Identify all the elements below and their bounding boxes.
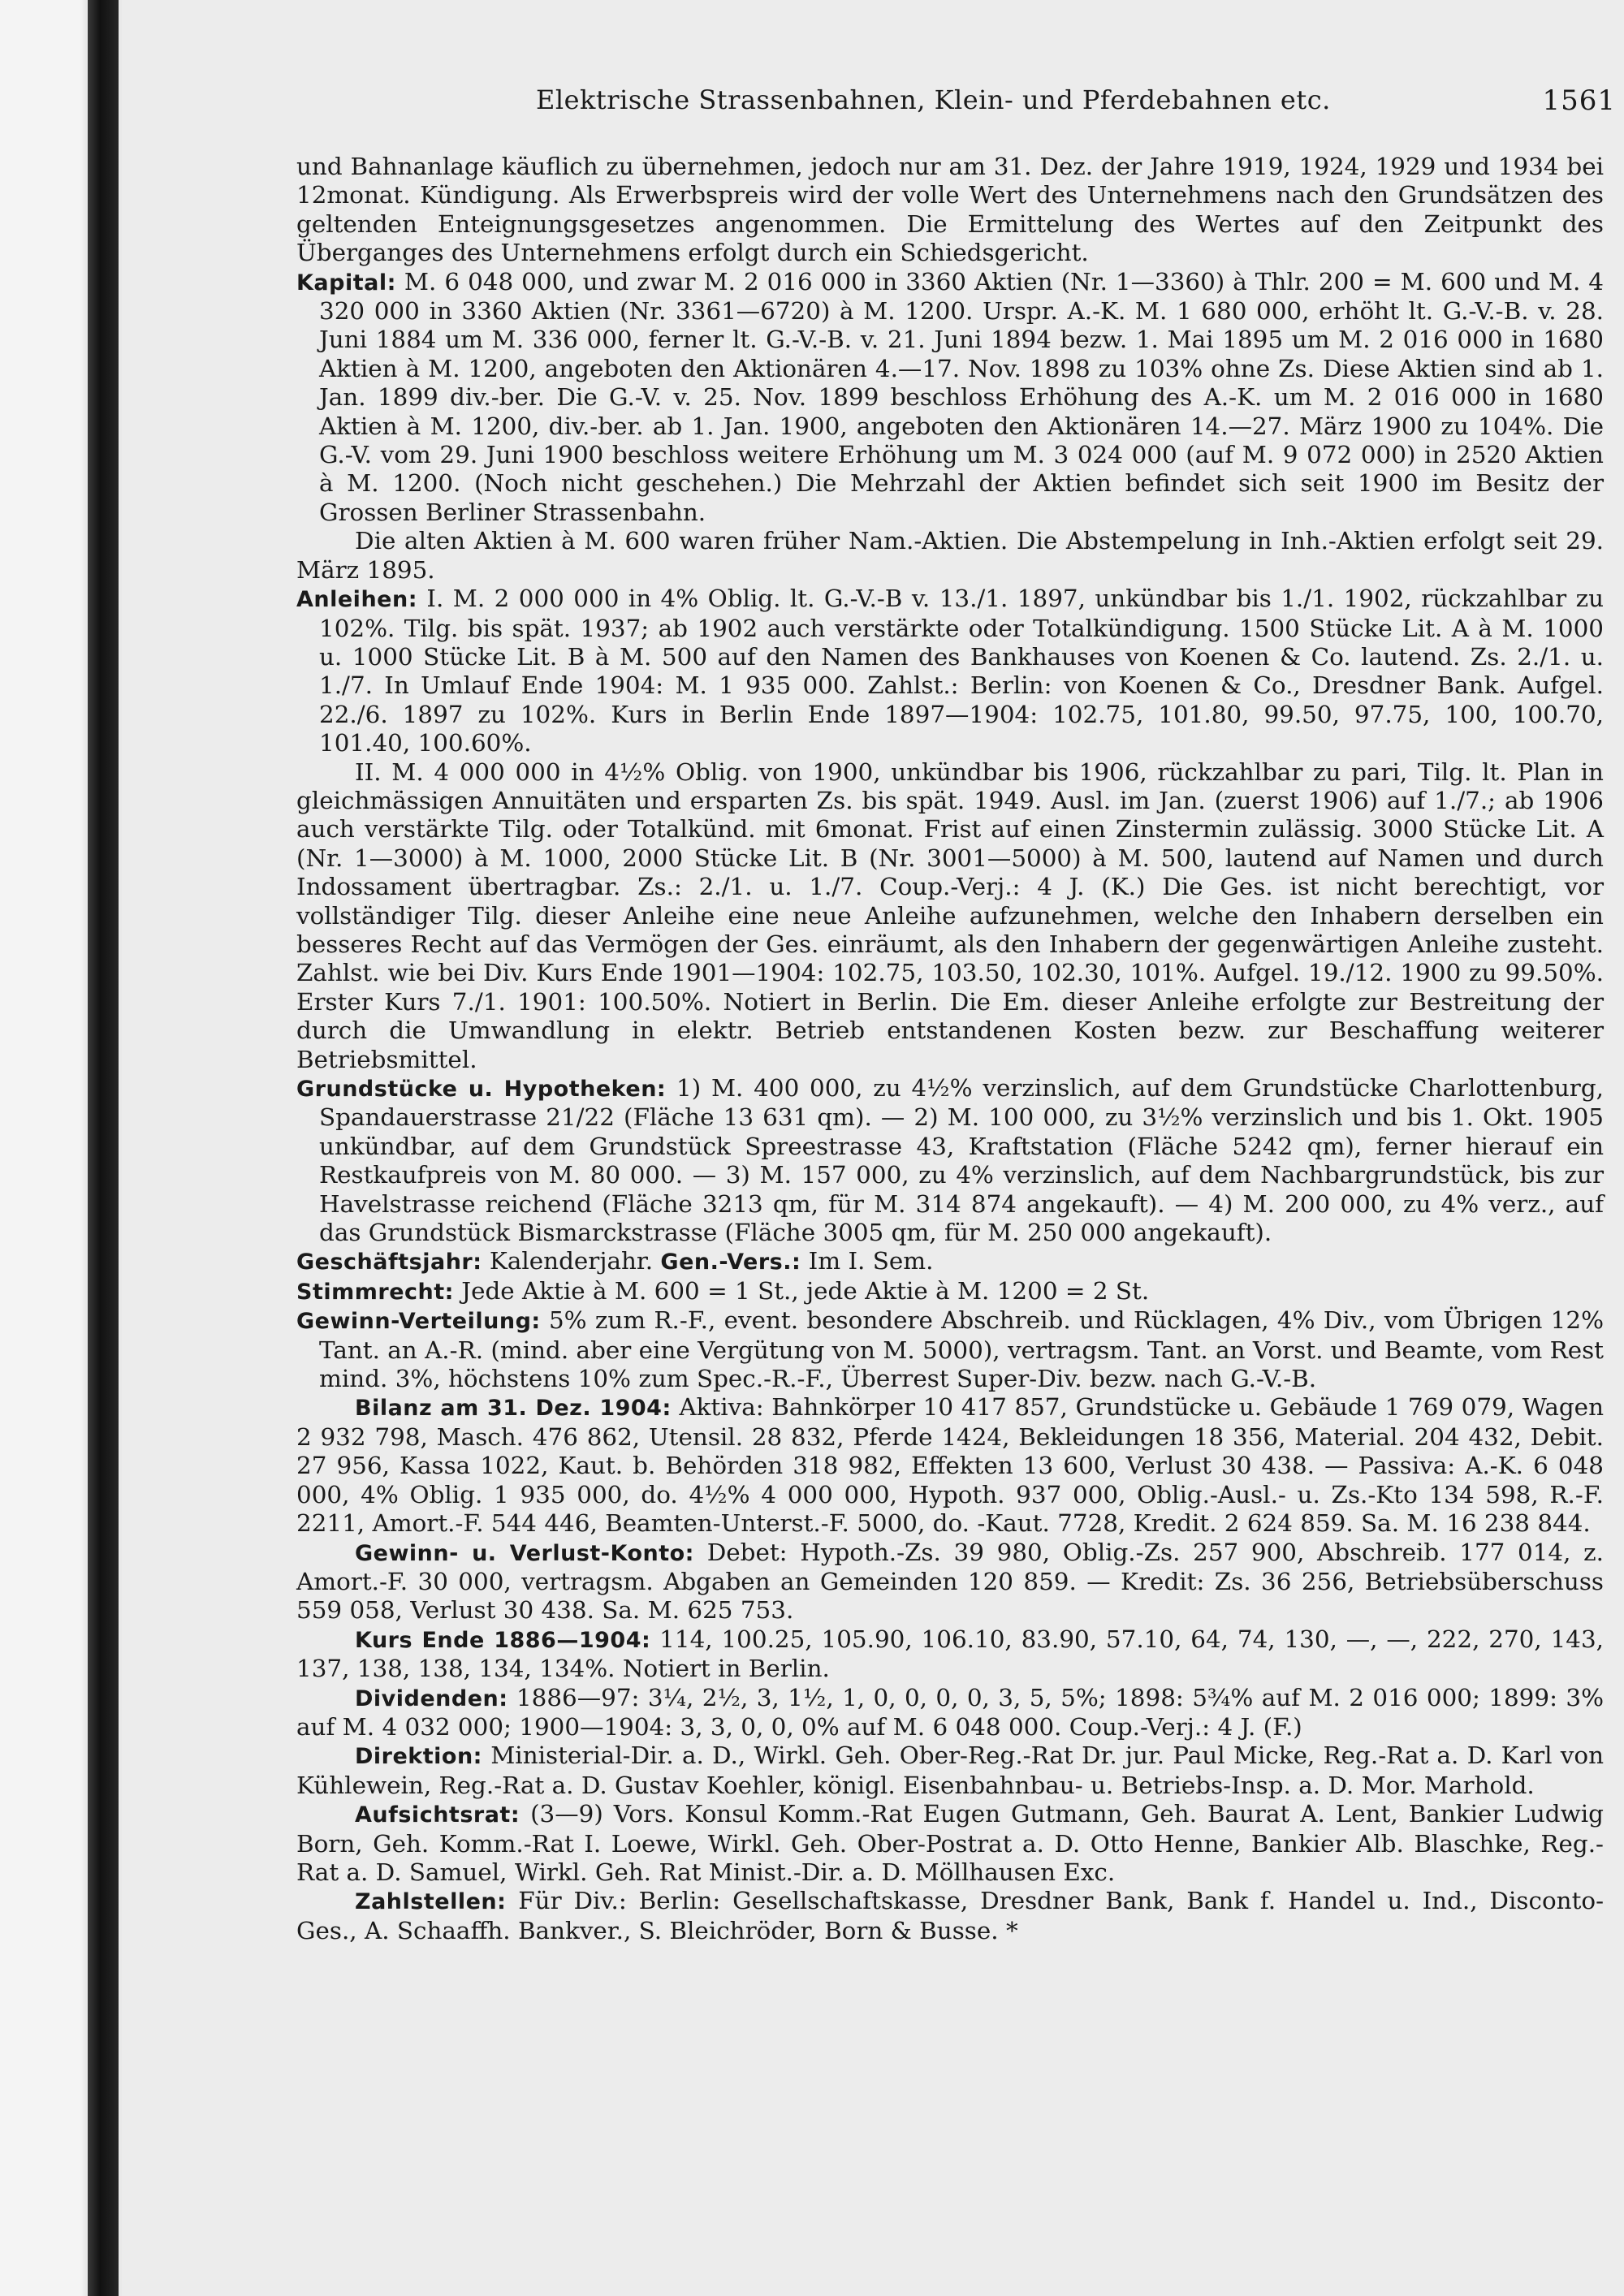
paragraph-text: 5% zum R.-F., event. besondere Abschreib. und Rücklagen, 4% Div., vom Übrigen 12% Tant. an A.-R. (mind. aber eine Vergütung von M. 5000), vertragsm. Tant. an Vorst. und Beamte, vom Rest mind. 3%, höchstens 10% zum Spec.-R.-F., Überrest Super-Div. bezw. nach G.-V.-B. xyxy=(319,1306,1605,1393)
article-body xyxy=(296,153,1604,1945)
section-bilanz xyxy=(296,1393,1604,1538)
paragraph-text: (3—9) Vors. Konsul Komm.-Rat Eugen Gutmann, Geh. Baurat A. Lent, Bankier Ludwig Born, Geh. Komm.-Rat I. Loewe, Wirkl. Geh. Ober-Postrat a. D. Otto Henne, Bankier Alb. Blaschke, Reg.-Rat a. D. Samuel, Wirkl. Geh. Rat Minist.-Dir. a. D. Möllhausen Exc. xyxy=(296,1800,1604,1886)
section-anleihen xyxy=(296,585,1604,757)
section-label: Stimmrecht: xyxy=(296,1279,454,1305)
book-page xyxy=(122,0,1624,2296)
section-label: Zahlstellen: xyxy=(355,1889,507,1915)
paragraph-text: Debet: Hypoth.-Zs. 39 980, Oblig.-Zs. 257 900, Abschreib. 177 014, z. Amort.-F. 30 000, vertragsm. Abgaben an Gemeinden 120 859. — Kredit: Zs. 36 256, Betriebsüberschuss 559 058, Verlust 30 438. Sa. M. 625 753. xyxy=(296,1538,1604,1625)
section-label: Grundstücke u. Hypotheken: xyxy=(296,1077,667,1102)
section-label: Gewinn- u. Verlust-Konto: xyxy=(355,1540,694,1566)
running-header xyxy=(422,84,1616,125)
section-label: Direktion: xyxy=(355,1744,482,1770)
paragraph-text: Im I. Sem. xyxy=(808,1247,934,1275)
paragraph-text: Kalenderjahr. xyxy=(489,1247,654,1275)
paragraph-text: Für Div.: Berlin: Gesellschaftskasse, Dresdner Bank, Bank f. Handel u. Ind., Disconto-Ges., A. Schaaffh. Bankver., S. Bleichröder, Born & Busse. * xyxy=(296,1887,1605,1944)
paragraph-text: II. M. 4 000 000 in 4½% Oblig. von 1900, unkündbar bis 1906, rückzahlbar zu pari, Tilg. lt. Plan in gleichmässigen Annuitäten und ersparten Zs. bis spät. 1949. Ausl. im Jan. (zuerst 1906) auf 1./7.; ab 1906 auch verstärkte Tilg. oder Totalkünd. mit 6monat. Frist auf einen Zinstermin zulässig. 3000 Stücke Lit. A (Nr. 1—3000) à M. 1000, 2000 Stücke Lit. B (Nr. 3001—5000) à M. 500, lautend auf Namen und durch Indossament übertragbar. Zs.: 2./1. u. 1./7. Coup.-Verj.: 4 J. (K.) Die Ges. ist nicht berechtigt, vor vollständiger Tilg. dieser Anleihe eine neue Anleihe aufzunehmen, welche den Inhabern derselben ein besseres Recht auf das Vermögen der Ges. einräumt, als den Inhabern der gegenwärtigen Anleihe zusteht. Zahlst. wie bei Div. Kurs Ende 1901—1904: 102.75, 103.50, 102.30, 101%. Aufgel. 19./12. 1900 zu 99.50%. Erster Kurs 7./1. 1901: 100.50%. Notiert in Berlin. Die Em. dieser Anleihe erfolgte zur Bestreitung der durch die Umwandlung in elektr. Betrieb entstandenen Kosten bezw. zur Beschaffung weiterer Betriebsmittel. xyxy=(296,757,1604,1073)
section-label: Gewinn-Verteilung: xyxy=(296,1309,541,1335)
section-gewinn-verlust xyxy=(296,1539,1604,1625)
section-gewinn-verteilung xyxy=(296,1306,1604,1393)
section-label: Kapital: xyxy=(296,270,396,296)
section-aufsichtsrat xyxy=(296,1800,1604,1887)
section-kurs xyxy=(296,1625,1604,1684)
section-kapital xyxy=(296,268,1604,528)
paragraph-text: Ministerial-Dir. a. D., Wirkl. Geh. Ober-Reg.-Rat Dr. jur. Paul Micke, Reg.-Rat a. D. Karl von Kühlewein, Reg.-Rat a. D. Gustav Koehler, königl. Eisenbahnbau- u. Betriebs-Insp. a. D. Mor. Marhold. xyxy=(296,1741,1605,1799)
section-grundstuecke xyxy=(296,1074,1604,1247)
paragraph-text: I. M. 2 000 000 in 4% Oblig. lt. G.-V.-B v. 13./1. 1897, unkündbar bis 1./1. 1902, rückzahlbar zu 102%. Tilg. bis spät. 1937; ab 1902 auch verstärkte oder Totalkündigung. 1500 Stücke Lit. A à M. 1000 u. 1000 Stücke Lit. B à M. 500 auf den Namen des Bankhauses von Koenen & Co. lautend. Zs. 2./1. u. 1./7. In Umlauf Ende 1904: M. 1 935 000. Zahlst.: Berlin: von Koenen & Co., Dresdner Bank. Aufgel. 22./6. 1897 zu 102%. Kurs in Berlin Ende 1897—1904: 102.75, 101.80, 99.50, 97.75, 100, 100.70, 101.40, 100.60%. xyxy=(319,585,1604,757)
paragraph-text: Die alten Aktien à M. 600 waren früher Nam.-Aktien. Die Abstempelung in Inh.-Aktien erfolgt seit 29. März 1895. xyxy=(296,527,1604,584)
paragraph-text: 114, 100.25, 105.90, 106.10, 83.90, 57.10, 64, 74, 130, —, —, 222, 270, 143, 137, 138, 138, 134, 134%. Notiert in Berlin. xyxy=(296,1625,1605,1683)
section-label: Dividenden: xyxy=(355,1685,508,1711)
section-label: Aufsichtsrat: xyxy=(355,1802,520,1828)
section-label: Kurs Ende 1886—1904: xyxy=(355,1627,651,1653)
section-direktion xyxy=(296,1741,1604,1800)
scan-margin xyxy=(0,0,85,2296)
page-number: 1561 xyxy=(1542,84,1616,117)
section-label: Anleihen: xyxy=(296,587,417,613)
paragraph-text: und Bahnanlage käuflich zu übernehmen, jedoch nur am 31. Dez. der Jahre 1919, 1924, 1929 und 1934 bei 12monat. Kündigung. Als Erwerbspreis wird der volle Wert des Unternehmens nach den Grundsätzen des geltenden Enteignungsgesetzes angenommen. Die Ermittelung des Wertes auf den Zeitpunkt des Überganges des Unternehmens erfolgt durch ein Schiedsgericht. xyxy=(296,153,1604,267)
paragraph-intro xyxy=(296,153,1604,268)
section-label: Geschäftsjahr: xyxy=(296,1249,482,1275)
running-title: Elektrische Strassenbahnen, Klein- und Pferdebahnen etc. xyxy=(536,84,1331,115)
paragraph-text: Jede Aktie à M. 600 = 1 St., jede Aktie à M. 1200 = 2 St. xyxy=(461,1276,1150,1305)
section-geschaeftsjahr xyxy=(296,1247,1604,1276)
section-dividenden xyxy=(296,1684,1604,1742)
paragraph-anleihe-ii xyxy=(296,758,1604,1074)
section-stimmrecht xyxy=(296,1277,1604,1306)
section-label: Bilanz am 31. Dez. 1904: xyxy=(355,1396,672,1422)
paragraph-text: Aktiva: Bahnkörper 10 417 857, Grundstücke u. Gebäude 1 769 079, Wagen 2 932 798, Masch. 476 862, Utensil. 28 832, Pferde 1424, Bekleidungen 18 356, Material. 204 432, Debit. 27 956, Kassa 1022, Kaut. b. Behörden 318 982, Effekten 13 600, Verlust 30 438. — Passiva: A.-K. 6 048 000, 4% Oblig. 1 935 000, do. 4½% 4 000 000, Hypoth. 937 000, Oblig.-Ausl.- u. Zs.-Kto 134 598, R.-F. 2211, Amort.-F. 544 446, Beamten-Unterst.-F. 5000, do. -Kaut. 7728, Kredit. 2 624 859. Sa. M. 16 238 844. xyxy=(296,1393,1605,1538)
paragraph-aktien xyxy=(296,527,1604,585)
paragraph-text: M. 6 048 000, und zwar M. 2 016 000 in 3360 Aktien (Nr. 1—3360) à Thlr. 200 = M. 600 und M. 4 320 000 in 3360 Aktien (Nr. 3361—6720) à M. 1200. Urspr. A.-K. M. 1 680 000, erhöht lt. G.-V.-B. v. 28. Juni 1884 um M. 336 000, ferner lt. G.-V.-B. v. 21. Juni 1894 bezw. 1. Mai 1895 um M. 2 016 000 in 1680 Aktien à M. 1200, angeboten den Aktionären 4.—17. Nov. 1898 zu 103% ohne Zs. Diese Aktien sind ab 1. Jan. 1899 div.-ber. Die G.-V. v. 25. Nov. 1899 beschloss Erhöhung des A.-K. um M. 2 016 000 in 1680 Aktien à M. 1200, div.-ber. ab 1. Jan. 1900, angeboten den Aktionären 14.—27. März 1900 zu 104%. Die G.-V. vom 29. Juni 1900 beschloss weitere Erhöhung um M. 3 024 000 (auf M. 9 072 000) in 2520 Aktien à M. 1200. (Noch nicht geschehen.) Die Mehrzahl der Aktien befindet sich seit 1900 im Besitz der Grossen Berliner Strassenbahn. xyxy=(319,267,1605,526)
book-binding-edge xyxy=(88,0,119,2296)
section-label: Gen.-Vers.: xyxy=(660,1249,801,1275)
paragraph-text: 1886—97: 3¼, 2½, 3, 1½, 1, 0, 0, 0, 0, 3, 5, 5%; 1898: 5¾% auf M. 2 016 000; 1899: 3% auf M. 4 032 000; 1900—1904: 3, 3, 0, 0, 0% auf M. 6 048 000. Coup.-Verj.: 4 J. (F.) xyxy=(296,1683,1605,1741)
section-zahlstellen xyxy=(296,1887,1604,1945)
paragraph-text: 1) M. 400 000, zu 4½% verzinslich, auf dem Grundstücke Charlottenburg, Spandauerstrasse 21/22 (Fläche 13 631 qm). — 2) M. 100 000, zu 3½% verzinslich und bis 1. Okt. 1905 unkündbar, auf dem Grundstück Spreestrasse 43, Kraftstation (Fläche 5242 qm), ferner hierauf ein Restkaufpreis von M. 80 000. — 3) M. 157 000, zu 4% verzinslich, auf dem Nachbargrundstück, bis zur Havelstrasse reichend (Fläche 3213 qm, für M. 314 874 angekauft). — 4) M. 200 000, zu 4% verz., auf das Grundstück Bismarckstrasse (Fläche 3005 qm, für M. 250 000 angekauft). xyxy=(319,1074,1604,1247)
